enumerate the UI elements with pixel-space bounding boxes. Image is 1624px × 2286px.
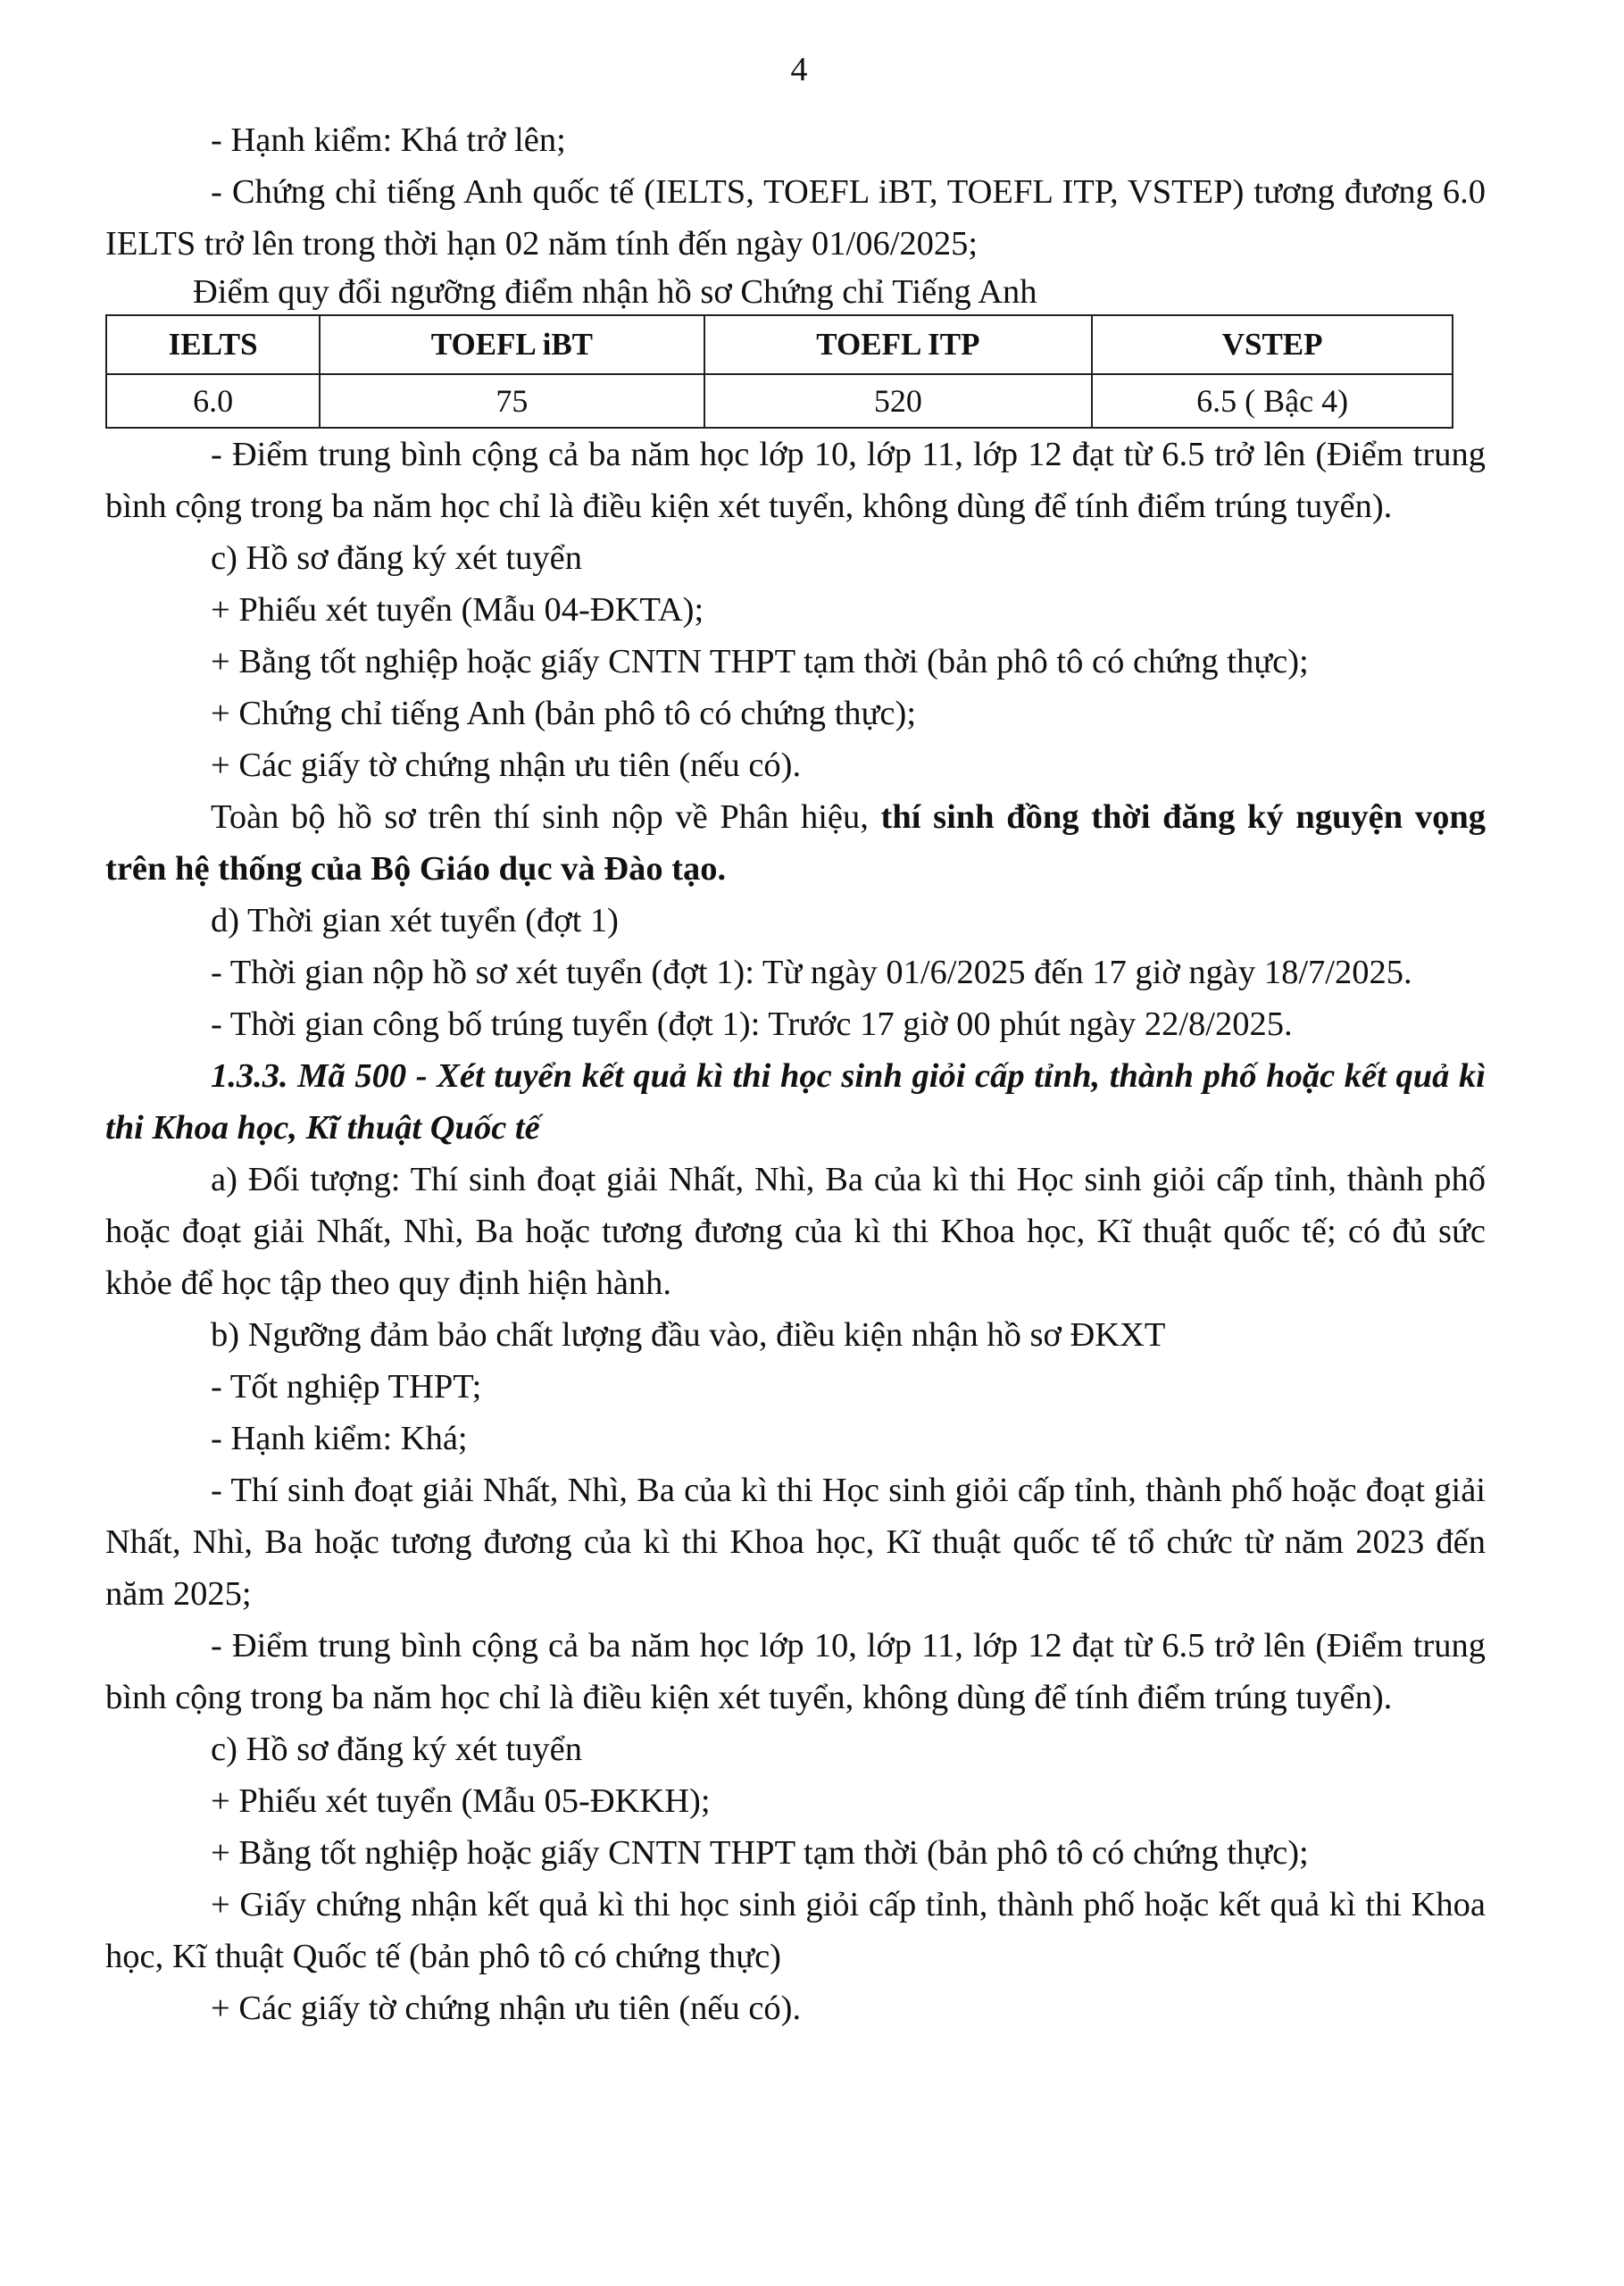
english-score-table — [105, 314, 1453, 429]
submission-note-text: Toàn bộ hồ sơ trên thí sinh nộp về Phân hiệu, — [211, 798, 881, 836]
application-docs-title-2: c) Hồ sơ đăng ký xét tuyển — [211, 1731, 582, 1768]
submission-note — [105, 791, 1486, 895]
page-number: 4 — [790, 51, 808, 88]
list-item: - Tốt nghiệp THPT; — [211, 1368, 482, 1406]
list-item: + Các giấy tờ chứng nhận ưu tiên (nếu có). — [211, 1990, 802, 2027]
list-item: + Các giấy tờ chứng nhận ưu tiên (nếu có). — [211, 747, 802, 784]
list-item: + Chứng chỉ tiếng Anh (bản phô tô có chứng thực); — [211, 695, 917, 732]
document-body — [105, 114, 1486, 2034]
cell-vstep: 6.5 ( Bậc 4) — [1092, 374, 1453, 428]
list-item: + Bằng tốt nghiệp hoặc giấy CNTN THPT tạm thời (bản phô tô có chứng thực); — [211, 1834, 1309, 1872]
list-item: + Giấy chứng nhận kết quả kì thi học sinh giỏi cấp tỉnh, thành phố hoặc kết quả kì thi Khoa học, Kĩ thuật Quốc tế (bản phô tô có chứng thực) — [105, 1886, 1486, 1975]
submission-period: - Thời gian nộp hồ sơ xét tuyển (đợt 1): Từ ngày 01/6/2025 đến 17 giờ ngày 18/7/2025. — [211, 954, 1412, 991]
table-caption: Điểm quy đổi ngưỡng điểm nhận hồ sơ Chứng chỉ Tiếng Anh — [193, 273, 1037, 311]
list-item: - Hạnh kiểm: Khá; — [211, 1420, 468, 1457]
header-ielts: IELTS — [106, 315, 320, 374]
quality-threshold-title: b) Ngưỡng đảm bảo chất lượng đầu vào, điều kiện nhận hồ sơ ĐKXT — [211, 1316, 1166, 1354]
header-toefl-itp: TOEFL ITP — [704, 315, 1093, 374]
submission-note-bold: thí sinh đồng thời đăng ký nguyện vọng trên hệ thống của Bộ Giáo dục và Đào tạo. — [105, 798, 1486, 888]
table-row — [106, 374, 1453, 428]
english-certificate-requirement: - Chứng chỉ tiếng Anh quốc tế (IELTS, TOEFL iBT, TOEFL ITP, VSTEP) tương đương 6.0 IELTS trở lên trong thời hạn 02 năm tính đến ngày 01/06/2025; — [105, 173, 1486, 263]
list-item: - Điểm trung bình cộng cả ba năm học lớp 10, lớp 11, lớp 12 đạt từ 6.5 trở lên (Điểm trung bình cộng trong ba năm học chỉ là điều kiện xét tuyển, không dùng để tính điểm trúng tuyển). — [105, 1627, 1486, 1716]
list-item: + Phiếu xét tuyển (Mẫu 04-ĐKTA); — [211, 591, 704, 629]
gpa-requirement: - Điểm trung bình cộng cả ba năm học lớp 10, lớp 11, lớp 12 đạt từ 6.5 trở lên (Điểm trung bình cộng trong ba năm học chỉ là điều kiện xét tuyển, không dùng để tính điểm trúng tuyển). — [105, 436, 1486, 525]
cell-ielts: 6.0 — [106, 374, 320, 428]
header-vstep: VSTEP — [1092, 315, 1453, 374]
announcement-time: - Thời gian công bố trúng tuyển (đợt 1): Trước 17 giờ 00 phút ngày 22/8/2025. — [211, 1005, 1293, 1043]
list-item: + Phiếu xét tuyển (Mẫu 05-ĐKKH); — [211, 1782, 711, 1820]
list-item: - Thí sinh đoạt giải Nhất, Nhì, Ba của kì thi Học sinh giỏi cấp tỉnh, thành phố hoặc đoạt giải Nhất, Nhì, Ba hoặc tương đương của kì thi Khoa học, Kĩ thuật quốc tế tổ chức từ năm 2023 đến năm 2025; — [105, 1472, 1486, 1613]
list-item: + Bằng tốt nghiệp hoặc giấy CNTN THPT tạm thời (bản phô tô có chứng thực); — [211, 643, 1309, 680]
application-docs-title: c) Hồ sơ đăng ký xét tuyển — [211, 539, 582, 577]
section-heading: 1.3.3. Mã 500 - Xét tuyển kết quả kì thi học sinh giỏi cấp tỉnh, thành phố hoặc kết quả kì thi Khoa học, Kĩ thuật Quốc tế — [105, 1057, 1486, 1147]
eligible-candidates: a) Đối tượng: Thí sinh đoạt giải Nhất, Nhì, Ba của kì thi Học sinh giỏi cấp tỉnh, thành phố hoặc đoạt giải Nhất, Nhì, Ba hoặc tương đương của kì thi Khoa học, Kĩ thuật quốc tế; có đủ sức khỏe để học tập theo quy định hiện hành. — [105, 1161, 1486, 1302]
conduct-requirement: - Hạnh kiểm: Khá trở lên; — [211, 121, 566, 159]
admission-time-title: d) Thời gian xét tuyển (đợt 1) — [211, 902, 619, 939]
header-toefl-ibt: TOEFL iBT — [320, 315, 704, 374]
cell-toefl-itp: 520 — [704, 374, 1093, 428]
table-header-row — [106, 315, 1453, 374]
cell-toefl-ibt: 75 — [320, 374, 704, 428]
